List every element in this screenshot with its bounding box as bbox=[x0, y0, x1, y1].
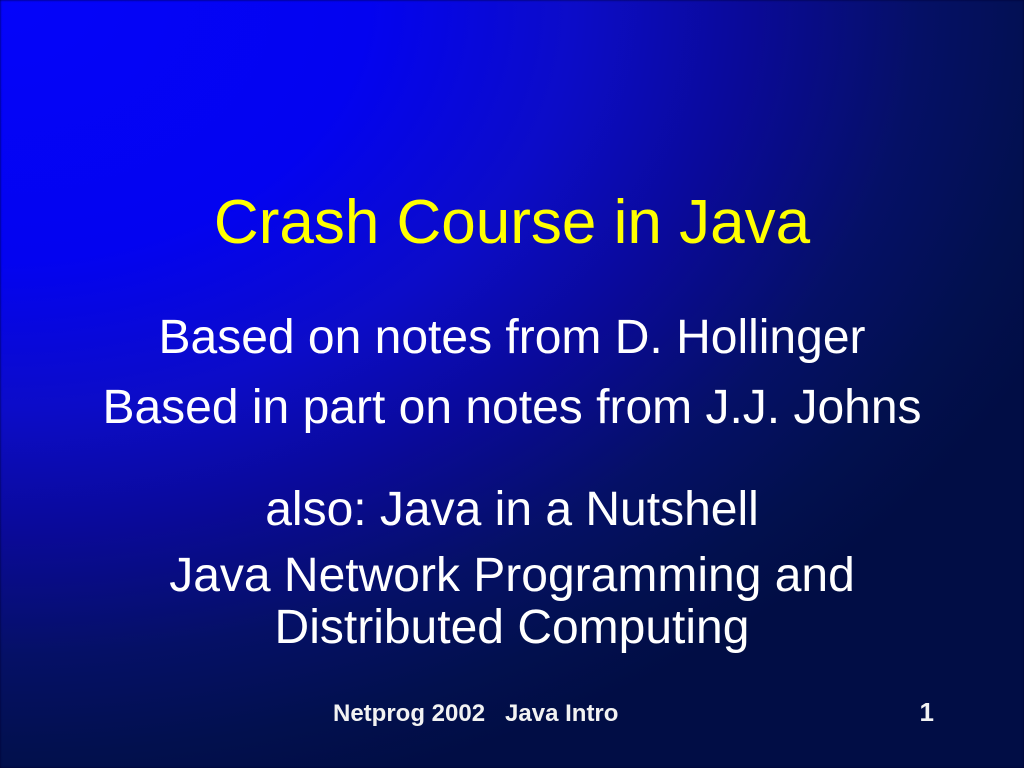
slide-title: Crash Course in Java bbox=[213, 188, 811, 257]
footer-text: Netprog 2002 Java Intro bbox=[333, 700, 619, 727]
book-line: Java Network Programming and Distributed Computing bbox=[169, 549, 855, 654]
subtitle-line-1: Based on notes from D. Hollinger bbox=[158, 311, 866, 364]
subtitle-block bbox=[0, 312, 1024, 654]
subtitle-line-2: Based in part on notes from J.J. Johns bbox=[102, 381, 922, 434]
page-number: 1 bbox=[919, 697, 934, 727]
also-line: also: Java in a Nutshell bbox=[265, 483, 759, 536]
